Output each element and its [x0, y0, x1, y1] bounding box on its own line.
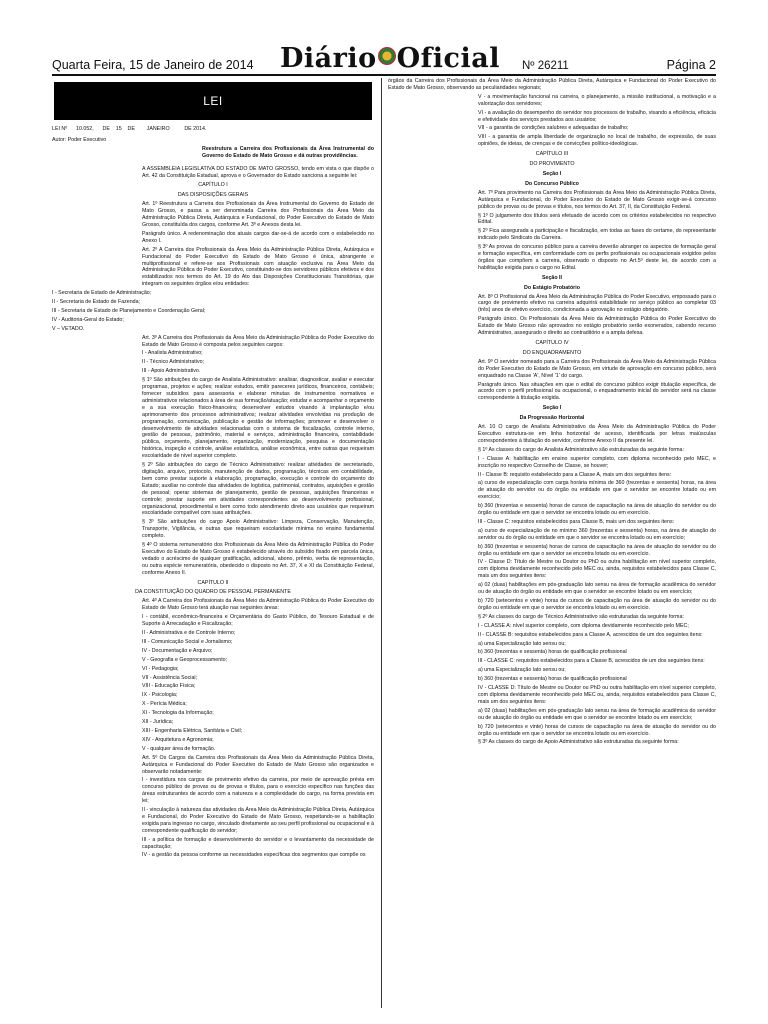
article-7-paragraph-2: § 2º Fica assegurada a participação e fiscalização, em todas as fases do certame, do representante indicado pelo Sindicato da Carreira. — [478, 228, 718, 242]
chapter-2-title: CAPÍTULO II — [197, 579, 229, 586]
list-item: IV - CLASSE D: Título de Mestre ou Doutor ou PhD ou outra habilitação em nível superior completo, com diploma devidamente reconhecido pelo MEC ou, ainda, requisitos estabelecidos para Classe C, mais um dos seguintes itens: — [478, 685, 718, 705]
section-subtitle: Da Progressão Horizontal — [519, 415, 585, 422]
continued-text: órgãos da Carreira dos Profissionais da Área Meio da Administração Pública Direta, Autárquica e Fundacional do Poder Executivo do Estado de Mato Grosso, observando as peculiaridades regionais; — [388, 78, 718, 91]
chapter-2-subtitle: DA CONSTITUIÇÃO DO QUADRO DE PESSOAL PERMANENTE — [135, 589, 291, 596]
article-10-paragraph-1: § 1º As classes do cargo de Analista Administrativo são estruturadas da seguinte forma: — [478, 446, 684, 453]
list-item: XIV - Arquitetura e Agronomia; — [142, 736, 214, 743]
list-item: b) 360 (trezentas e sessenta) horas de cursos de capacitação na área de atuação do servidor ou do órgão ou entidade em que o servidor se encontra lotado ou em exercício. — [478, 503, 718, 517]
list-item: III - Apoio Administrativo. — [142, 368, 201, 375]
list-item: VIII - Educação Física; — [142, 683, 196, 690]
list-item: XIII - Engenharia Elétrica, Sanitária e Civil; — [142, 727, 243, 734]
chapter-4-title: CAPÍTULO IV — [535, 340, 569, 346]
article-8: Art. 8º O Profissional da Área Meio da Administração Pública do Poder Executivo, empossado para o cargo de provimento efetivo na carreira adquirirá estabilidade no serviço público ao completar 03 (três) anos de efetivo exercício, condicionada a aprovação no estágio obrigatório. — [478, 293, 718, 314]
chapter-3-title: CAPÍTULO III — [535, 151, 569, 158]
article-2: Art. 2º A Carreira dos Profissionais da Área Meio da Administração Pública Direta, Autárquica e Fundacional do Poder Executivo do Estado de Mato Grosso é única, abrangente e multiprofissional e refere-se aos Profissionais com atuação exclusiva na Área Meio da Administração Pública do Poder Executivo, constituindo-se dos servidores públicos efetivos e dos estabilizados nos termos do Art. 19 do Ato das Disposições Constitucionais Transitórias, que integram os seguintes órgãos e/ou entidades: — [142, 246, 376, 288]
list-item: III - Comunicação Social e Jornalismo; — [142, 638, 233, 645]
list-item: V - qualquer área de formação. — [142, 745, 216, 752]
list-item: I - investidura nos cargos de provimento efetivo da carreira, por meio de aprovação prévia em concurso público de provas ou de provas e títulos, para o exercício específico nas funções das áreas estruturantes de acordo com a natureza e a complexidade do cargo, na forma prevista em lei; — [142, 777, 376, 805]
list-item: IV - Auditoria-Geral do Estado; — [52, 316, 124, 323]
list-item: b) 720 (setecentos e vinte) horas de cursos de capacitação na área de atuação do servidor ou do órgão ou entidade em que o servidor se encontra lotado ou em exercício. — [478, 723, 718, 737]
list-item: a) 02 (duas) habilitações em pós-graduação lato sensu na área de formação acadêmica do servidor ou de atuação do órgão ou entidade em que o servidor se encontre lotado ou em exercício; — [478, 582, 718, 596]
article-1: Art. 1º Reestrutura a Carreira dos Profissionais da Área Instrumental do Governo do Estado de Mato Grosso, e passa a ser denominada Carreira dos Profissionais da Área Meio da Administração Pública Direta, Autárquica e Fundacional, do Poder Executivo do Estado de Mato Grosso, constituída dos cargos, conforme Art. 3º e Anexos desta lei. — [142, 201, 376, 228]
list-item: III - a política de formação e desenvolvimento do servidor e o levantamento da necessidade de capacitação; — [142, 836, 376, 850]
article-10-paragraph-3: § 3º As classes do cargo de Apoio Administrativo são estruturadas da seguinte forma: — [478, 739, 679, 746]
chapter-3-subtitle: DO PROVIMENTO — [529, 161, 575, 168]
article-3-paragraph-4: § 4º O sistema remuneratório dos Profissionais da Área Meio da Administração Pública do Poder Executivo do Estado de Mato Grosso é estabelecido através do subsídio fixado em parcela única, vedado o acréscimo de qualquer gratificação, adicional, abono, prêmio, verba de representação, ou outra espécie remuneratória, obedecido o disposto no Art. 37, X e XI da Constituição Federal, conforme Anexo II. — [142, 542, 376, 576]
masthead — [52, 40, 716, 76]
list-item: a) curso de especialização com carga horária mínima de 360 (trezentas e sessenta) horas, na área de atuação do servidor ou do órgão ou entidade em que o servidor se encontre lotado ou em exercício; — [478, 480, 718, 501]
list-item: I - contábil, econômico-financeira e Orçamentária do Gasto Público, do Tesouro Estadual e de Suporte à Arrecadação e Fiscalização; — [142, 614, 376, 628]
article-7-paragraph-3: § 3º As provas do concurso público para a carreira deverão abranger os aspectos de formação geral e formação específica, em conformidade com os perfis profissionais ou ocupacionais exigidos pelos órgãos que compõem a carreira, observado o disposto no Art.5º deste lei, de acordo com a habilitação exigida para o cargo no Edital. — [478, 244, 718, 271]
article-3-paragraph-3: § 3º São atribuições do cargo Apoio Administrativo: Limpeza, Conservação, Manutenção, Transporte, Vigilância, e outras que requeiram escolaridade mínima no ensino fundamental completo. — [142, 519, 376, 540]
list-item: IV - Classe D: Título de Mestre ou Doutor ou PhD ou outra habilitação em nível superior completo, com diploma devidamente reconhecido pelo MEC ou, ainda, requisitos estabelecidos para Classe C, mais um dos seguintes itens: — [478, 559, 718, 580]
list-item: a) curso de especialização de no mínimo 360 (trezentas e sessenta) horas, na área de atuação do servidor ou do órgão ou entidade em que o servidor se encontra lotado ou em exercício; — [478, 527, 718, 541]
list-item: VI - a avaliação do desempenho do servidor nos processos de trabalho, visando a eficiência, eficácia e efetividade dos serviços prestados aos usuários; — [478, 109, 718, 123]
list-item: I - Classe A: habilitação em ensino superior completo, com diploma reconhecido pelo MEC, e inscrição no respectivo Conselho de Classe, se houver; — [478, 455, 718, 469]
chapter-1-subtitle: DAS DISPOSIÇÕES GERAIS — [177, 192, 249, 199]
list-item: VIII - a garantia de ampla liberdade de organização no local de trabalho, de expressão, de suas opiniões, de ideias, de crenças e de convicções político-ideológicas. — [478, 134, 718, 148]
list-item: X - Perícia Médica; — [142, 701, 187, 708]
list-item: a) uma Especialização lato sensu ou; — [478, 640, 566, 647]
list-item: II - Secretaria de Estado de Fazenda; — [52, 299, 141, 306]
list-item: a) 02 (duas) habilitações em pós-graduação lato sensu na área de formação acadêmica do servidor ou de atuação do órgão ou entidade em que o servidor se encontre lotado ou em exercício; — [478, 707, 718, 721]
edition-date: Quarta Feira, 15 de Janeiro de 2014 — [52, 58, 254, 72]
section-subtitle: Do Estágio Probatório — [524, 284, 580, 291]
list-item: II - Administrativa e de Controle Interno; — [142, 630, 236, 636]
law-author: Autor: Poder Executivo — [52, 136, 107, 143]
article-3-paragraph-1: § 1º São atribuições do cargo de Analista Administrativo: analisar, diagnosticar, avaliar e executar programas, projetos e ações; realizar estudos, emitir pareceres jurídicos, financeiros, contábeis; fornecer subsídios para assessoria e elaborar minutas de instrumentos normativos e administrativos relacionados à área de sua formação/atuação; estudar e acompanhar o orçamento e a sua execução físico-financeira; desenvolver estudos visando à implantação e/ou aprimoramento dos processos administrativos; realizar atividades envolvidas na produção de programação, comunicação, publicação e gestão de informações; promover e desenvolver o desenvolvimento de atividades relacionadas com o sistema de fiscalização, controle interno, gestão de pessoas, patrimônio, material e serviços, administração financeira, contabilidade pública, orçamento, planejamento, organização, modernização, pesquisa e documentação histórica, inspeção e controle, análise estatística, análise econômica, entre outras que requeiram escolaridade de nível superior completo. — [142, 377, 376, 460]
column-divider — [381, 78, 382, 1008]
list-item: b) 360 (trezentas e sessenta) horas de qualificação profissional — [478, 676, 627, 683]
page-number: Página 2 — [666, 58, 716, 72]
list-item: I - CLASSE A: nível superior completo, com diploma devidamente reconhecido pelo MEC; — [478, 622, 689, 629]
law-number-line: LEI Nº 10.052, DE 15 DE JANEIRO DE 2014. — [52, 126, 207, 132]
body-columns — [52, 78, 716, 1008]
list-item: III - Classe C: requisitos estabelecidos para Classe B, mais um dos seguintes itens: — [478, 518, 675, 525]
chapter-1-title: CAPÍTULO I — [198, 182, 228, 189]
article-4: Art. 4º A Carreira dos Profissionais da Área Meio da Administração Pública do Poder Executivo do Estado de Mato Grosso terá atuação nas seguintes áreas: — [142, 598, 376, 612]
section-subtitle: Do Concurso Público — [525, 180, 579, 187]
article-3-paragraph-2: § 2º São atribuições do cargo de Técnico Administrativo: realizar atividades de secretariado, digitação, arquivo, protocolo, manutenção de dados, programação, técnicas em contabilidade, bem como prestar suporte à elaboração, programação, execução e controle do orçamento do Estado; auxiliar no controle das atividades de logística, patrimonial, contratos, aquisições e gestão de pessoal; operar sistemas de planejamento, gestão de pessoas, aquisições financeiras e controle; prestar suporte em atividades correspondentes ao desenvolvimento profissional, organizacional, procedimental e bem como todo atendimento direto aos usuários que requeiram escolaridade compatível com suas atribuições. — [142, 462, 376, 517]
list-item: b) 720 (setecentos e vinte) horas de cursos de capacitação na área de atuação do servidor ou do órgão ou entidade em que o servidor se encontra lotado ou em exercício. — [478, 598, 718, 611]
chapter-4-subtitle: DO ENQUADRAMENTO — [522, 349, 582, 356]
left-column — [52, 78, 374, 1008]
article-3: Art. 3º A Carreira dos Profissionais da Área Meio da Administração Pública do Poder Executivo do Estado de Mato Grosso é composta pelos seguintes cargos: — [142, 334, 376, 348]
article-10-paragraph-2: § 2º As classes do cargo de Técnico Administrativo são estruturadas da seguinte forma: — [478, 613, 684, 620]
list-item: II - Técnico Administrativo; — [142, 359, 205, 366]
list-item: II - vinculação à natureza das atividades da Área Meio da Administração Pública Direta, Autárquica e Fundacional, do Poder Executivo do Estado de Mato Grosso, respeitando-se a habilitação exigida para ingresso no cargo, vinculado diretamente ao seu perfil profissional ou ocupacional e à correspondente qualificação do servidor; — [142, 807, 376, 834]
newspaper-page — [52, 40, 716, 1008]
article-1-sole-paragraph: Parágrafo único. A redenominação dos atuais cargos dar-se-á de acordo com o estabelecido no Anexo I. — [142, 230, 376, 244]
list-item: IV - Documentação e Arquivo; — [142, 647, 213, 654]
section-title: Seção II — [541, 274, 563, 281]
list-item: b) 360 (trezentas e sessenta) horas de cursos de capacitação na área de atuação do servidor ou do órgão ou entidade em que o servidor se encontra lotado ou em exercício. — [478, 543, 718, 557]
preamble: A ASSEMBLEIA LEGISLATIVA DO ESTADO DE MATO GROSSO, tendo em vista o que dispõe o Art. 42 da Constituição Estadual, aprova e o Governador do Estado sanciona a seguinte lei: — [142, 165, 376, 179]
list-item: I - Analista Administrativo; — [142, 350, 203, 357]
right-column — [388, 78, 716, 1008]
article-5: Art. 5º Os Cargos da Carreira dos Profissionais da Área Meio da Administração Pública Direta, Autárquica e Fundacional do Poder Executivo do Estado de Mato Grosso são organizados e observarão notadamente: — [142, 754, 376, 775]
list-item: V - Geografia e Geoprocessamento; — [142, 656, 228, 663]
list-item: a) uma Especialização lato sensu ou; — [478, 667, 566, 674]
article-7: Art. 7º Para provimento na Carreira dos Profissionais da Área Meio da Administração Pública Direta, Autárquica e Fundacional, do Poder Executivo do Estado de Mato Grosso exigir-se-á concurso público de provas ou de provas e títulos, nos termos do Art. 37, II, da Constituição Federal. — [478, 189, 718, 210]
newspaper-title: Diário Oficial — [280, 43, 500, 74]
article-9: Art. 9º O servidor nomeado para a Carreira dos Profissionais da Área Meio da Administração Pública do Poder Executivo do Estado de Mato Grosso, em virtude de aprovação em concurso público, será enquadrado na Classe 'A', Nível '1' do cargo. — [478, 358, 718, 379]
list-item: II - Classe B: requisito estabelecido para a Classe A, mais um dos seguintes itens: — [478, 471, 672, 478]
list-item: VI - Pedagogia; — [142, 665, 179, 672]
section-title: Seção I — [542, 405, 562, 412]
article-8-sole-paragraph: Parágrafo único. Os Profissionais da Área Meio da Administração Pública do Poder Executivo do Estado de Mato Grosso não aprovados no estágio probatório serão exonerados, cabendo recurso Administrativo, assegurado o direito ao contraditório e a ampla defesa. — [478, 316, 718, 337]
list-item: VII - a garantia de condições salubres e adequadas de trabalho; — [478, 125, 629, 132]
list-item: XII - Jurídica; — [142, 719, 174, 726]
list-item: V – VETADO. — [52, 325, 85, 332]
list-item: IV - a gestão da pessoa conforme as necessidades específicas dos segmentos que compõe os — [142, 852, 366, 859]
article-9-sole-paragraph: Parágrafo único. Nas situações em que o edital do concurso público exigir titulação específica, de acordo com o perfil profissional ou ocupacional, o enquadramento inicial do servidor será na classe correspondente à titulação exigida. — [478, 381, 718, 402]
section-title: Seção I — [542, 170, 562, 177]
list-item: II - CLASSE B: requisitos estabelecidos para a Classe A, acrescidos de um dos seguintes itens: — [478, 631, 703, 638]
article-10: Art. 10 O cargo de Analista Administrativo da Área Meio da Administração Pública do Poder Executivo estrutura-se em linha horizontal de acesso, identificada por letras maiúsculas correspondentes à titulação do servidor, conforme Anexo II da presente lei. — [478, 424, 718, 444]
list-item: VII - Assistência Social; — [142, 674, 198, 681]
law-summary: Reestrutura a Carreira dos Profissionais da Área Instrumental do Governo do Estado de Mato Grosso e dá outras providências. — [202, 145, 376, 159]
list-item: XI - Tecnologia da Informação; — [142, 710, 214, 717]
list-item: III - CLASSE C: requisitos estabelecidos para a Classe B, acrescidos de um dos seguintes itens: — [478, 658, 705, 665]
list-item: III - Secretaria de Estado de Planejamento e Coordenação Geral; — [52, 307, 206, 314]
list-item: V - a movimentação funcional na carreira, o planejamento, a missão institucional, a motivação e a valorização dos servidores; — [478, 93, 718, 107]
state-seal-icon — [378, 47, 396, 65]
list-item: IX - Psicologia; — [142, 692, 178, 699]
article-7-paragraph-1: § 1º O julgamento dos títulos será efetuado de acordo com os critérios estabelecidos no respectivo Edital. — [478, 212, 718, 226]
section-banner: LEI — [54, 82, 372, 120]
list-item: b) 360 (trezentas e sessenta) horas de qualificação profissional — [478, 649, 627, 656]
edition-number: Nº 26211 — [522, 60, 569, 72]
list-item: I - Secretaria de Estado de Administração; — [52, 290, 152, 297]
